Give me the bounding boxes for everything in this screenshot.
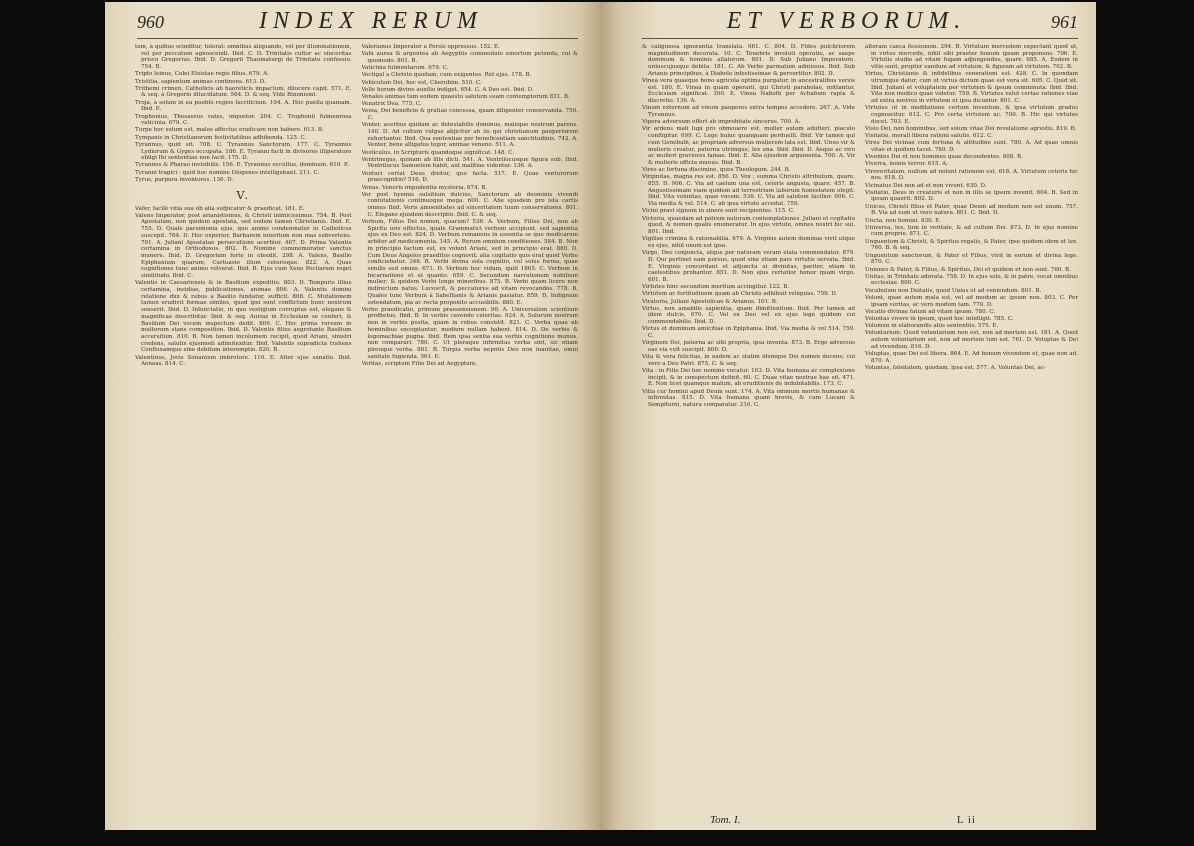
index-column-1 <box>642 44 855 814</box>
index-entry: Tristitia, sapientum animas continens. 613. D. <box>135 78 266 85</box>
index-entry: Ventrinequs, quinam ab illis dicti. 541. A. Ventrilocusque figura sub. Ibid. Ventrilocus Samuelem habit, aut malitiae videntur. 136. A. <box>361 156 578 170</box>
index-entry: Tyrus, purpura inventores. 136. D. <box>135 176 234 183</box>
index-entry: Vita : in Filio Dei hoc nomine vocatur. 103. D. Vita humana ac complexione incipit, & in conspectum definit. 60. C. Duae vitae nostrae hae sit. 471. E. Non licet quamque malum, ab eruditionis de indubitabilis. 173. C. <box>642 368 855 388</box>
entry-list <box>865 44 1078 372</box>
index-entry: Valens Imperator, post arianistismus, & Christi inimicissimus. 754. B. Post Apostatam, non quidem apostata, sed eodem tamen Christianis. Ibid. E. 755. D. Quale parsimonia ejus, quo animo condemnatur in Catholicos suscepit. 764. D. Hoc experior, Barbarem interitum non mas subvertens. 701. A. Juliani Apostatae persecutione acerbior. 467. D. Prima Valentis certamina in Orthodoxos. 802. B. Nomine commemoratur sanctus munere. Ibid. D. Gregorium forte in obsidit. 298. A. Valens, Basilio Epiphanium quarum, Cartuasio illum ceterisque. 822. A. Quas cognitiones tunc animo volverat. Ibid. B. Ejus cum Xeno Pecliarum reget similitudo. Ibid. C. <box>135 212 352 280</box>
index-entry: Visitatio, morali libera rationi salutis. 612. C. <box>865 133 993 140</box>
index-entry: Virtutes hinc secundum meritum accingitur. 122. B. <box>642 284 790 291</box>
index-entry: Virtus, non amabilis sapientia, quam dimittentium. Ibid. Per tamen ad idem dulcis, 670. C. Vel ex Deo vel ex ejus lege quidem cui commendabilis. Ibid. D. <box>642 305 855 326</box>
index-entry: Unicus, Christi filius et Pater, quae Deum ad modum non est unum. 757. B. Via ad eum ut vero natura. 801. C. Ibid. D. <box>865 203 1078 217</box>
page-number: 960 <box>137 12 164 32</box>
index-entry: Trithemi crimen, Catholicis ab haereticis impactum, dilucere capit. 571. E. & seq. à Gregorio dilucidatum. 564. D. & seq. Vide Binonismi. <box>135 85 352 99</box>
right-page <box>600 2 1096 830</box>
entry-list <box>135 44 352 184</box>
index-entry: & caliginosa ignorantia translata. 661. C. 804. D. Fides pulchriorem magnitudinem decorata. 10. C. Tenebris involuti operatio, ac saepe dominum & hominis allatorum. 801. D. Sub Juliano Imperatore, uniuscujusque debita. 181. C. Ab Verbo parmatum admissus. Ibid. Sub Arianis principibus, à Diabolo infestissimae & pervertitur. 802. D. <box>642 44 855 77</box>
index-entry: Valentinus, Jovis Sonantem imbrotore. 110. E. Alter ejus sanatio. Ibid. Aeneas. 814. C. <box>135 354 352 368</box>
index-entry: Venales animas tum eodem quaestu salutem suam contemptorum 831. B. <box>361 93 570 100</box>
index-entry: Unitas, in Trinitate adorata. 758. D. In ejus solo, & in patre, vocat omnibus ecclesiae. 800. C. <box>865 273 1078 287</box>
index-entry: Venturi certat Deus dixitur, quo facta. 517. E. Quae venturorum praecognitio? 516. D. <box>361 170 578 184</box>
index-entry: Unguentum & Christi, & Spiritus regalis, & Pater, ipse quidem idem et lex. 760. B. & seq. <box>865 238 1078 252</box>
index-entry: Voluntarium: Quod voluntarium non est, non ad mortem est. 181. A. Quod autem voluntarium est, non ad mortem tum est. 761. D. Voluptas & Dei ad vivendum. 816. D. <box>865 330 1078 350</box>
index-entry: alteram caeca fessionem. 294. B. Virtutum mercedem expectant quod ut, in virtus mercede, nihil sibi praeter bonum ipsam proponens. 796. E. Virtutis studio ad vitam fugam adjungendus, quare. 685. A. Eodem in vitio sunt, propter eandum ad virtutem, & figuram ad virtutem. 702. B. <box>865 44 1078 71</box>
index-column-2 <box>865 44 1078 814</box>
index-entry: Vocabulum non Deitatis, quod Unius et ad veniendum. 801. B. <box>865 287 1042 294</box>
index-entry: Viverra, leonis terror. 615. A. <box>865 161 948 168</box>
index-entry: Tyranni tragici : quid hoc nomine Diogenes intelligebant. 211. C. <box>135 169 320 176</box>
index-column-2 <box>362 44 579 814</box>
index-entry: Venatrix Dea. 775. C. <box>361 101 422 108</box>
index-columns <box>135 44 578 814</box>
index-entry: Vigiliae crimina & rationabilia. 679. A. Virginis autem dominae vivit utque ex ejus, nihil unum est ipsa. <box>642 236 855 249</box>
index-entry: Valerianus Imperator a Persis oppressus. 152. E. <box>361 44 500 50</box>
index-entry: Veritas, scriptum Filio Dei ad Aegyptum, <box>361 360 477 367</box>
index-entry: Vipera adversum effert ab improbitate sincerus. 700. A. <box>642 119 801 126</box>
index-entry: Uncta, non homini. 830. E. <box>865 217 942 224</box>
index-entry: Vaticinia fulmentarum. 679. C. <box>361 65 449 72</box>
index-entry: Venia, Dei beneficio & gratiae concessa, quam diligenter conservanda. 759. C. <box>361 108 578 122</box>
index-entry: Vita & vera felicitas, in eadem ac statim idemque Dei nomen docens; cui vero a Deo Patri. 875. C. & seq. <box>642 354 855 367</box>
index-entry: Tympanis in Christianorum festivitatibus adhibenda. 125. C. <box>135 134 307 141</box>
index-entry: Visitatio, Deus in creaturis et non in illis se ipsum invenit. 604. B. Sed in ipsum quaerit. 802. D. <box>865 189 1078 203</box>
index-entry: Venus. Veneris impudentia mysteria. 674. B. <box>361 184 488 191</box>
index-entry: Tripto leinus, Colei Eloistae regis filius. 679. A. <box>135 71 269 78</box>
index-entry: Ver post hyemis sulsitium dulcius, Sanctorum ab deominis vivendi confutationis continuoque mega. 600. C. Alie ejusdem pro ista cartis omnes Ibid. Veris amoenitates ad sinceritatem tuum conservatores. 801. C. Elegans ejusdem descriptio. Ibid. C. & seq. <box>361 191 578 218</box>
index-entry: Universa, lex, tum in veritate, & ad cultum Dei. 873. D. In ejus nomine cum proprie. 871. C. <box>865 224 1078 238</box>
index-entry: Velle horum divino auxilio indiget. 654. C. A Deo est. Ibid. D. <box>361 86 534 93</box>
index-entry: Tyrannos & Pharao invisibilis. 156. E. Tyrannus occultus, dominum. 610. E. <box>135 162 350 169</box>
index-entry: Viroveritatem, nullum ad nolunt rationem est. 618. A. Virtutum ceteris hic nos. 618. D. <box>865 168 1078 182</box>
index-entry: Virginem Dei, paterna ac sibi propria, ipsa inventa. 873. B. Ergo adversus eas via vult suscipit. 800. D. <box>642 340 855 353</box>
index-entry: Vitia cur homini apud Deum sunt. 174. A. Vita omnium mortis humanae & infirmitas. 815. D. Vita humana quam brevis, & cum Lucani & Sempiterni, natura comparatur. 210. C. <box>642 388 855 409</box>
section-letter: V. <box>236 188 251 202</box>
index-entry: Vesticulus, in Scripturis quandoque significat. 148. C. <box>361 149 515 156</box>
index-entry: Trophonius, Thesaurus vates, impostor. 204. C. Trophonii fulmenrosa vaticinia. 679. C. <box>135 113 352 127</box>
index-columns <box>642 44 1078 814</box>
index-entry: Uniones & Pater, & Filius, & Spiritus, Dei et quidem et non sunt. 760. B. <box>865 266 1071 273</box>
index-entry: Vires ac fortuna discimine, quos Theologum. 244. B. <box>642 167 791 174</box>
index-entry: Virginitas, magna res est. 856. D. Vox ; summa Christo attributum, quare. 855. D. 906. C. Via ad caelum una est, ceteris angusta, quare. 457. B. Angustissimam viam quidem ad terrestrium laborum honestatem elegit. Ibid. Vita voluntas, quae vocem. 536. C. Via ad salutem facilior. 606. C. Via media & vel. 514. C. ab ipsa virtute accedat. 759. <box>642 174 855 208</box>
entry-list <box>135 206 352 368</box>
index-entry: Voluntas, falsitatem, quodam, ipsa est. 577. A. Voluntas Dei, ac- <box>865 364 1046 371</box>
index-entry: Valentis in Caesariensis & in Basilium expeditio. 803. D. Temporis illius certamina, insidiae, publicationes, animae 806. A. Valentis domini relatione dux & rebus a Basilio fundatur, sufficit. 808. C. Mutationem tamen erudivit formae similes, quod ipsi sunt conflictum hunc noxtrum senserit. Ibid. D. Infunctatio, in quo vestigium corruptus est, elegans & magnificae describitur. Ibid. & seq. Auriaz in Ecclesiam se confert, & Basilium Dei vocem inspectum dedit. 809. C. Hoc prima rursum in multorum stans composition. Ibid. D. Valentis filius aegrotante Basilium accersitum. 810. B. Non tamen incolumem recipit, quod Ariani, sinistri credens, salutis ejusmodi adimitexitur. Ibid. Valentis supradicta trahens Confluxamque sine debitum interemptio. 820. B. <box>135 280 352 354</box>
index-entry: Turpe hoc solum est, malos affectus eradicare non habere. 613. B. <box>135 127 324 134</box>
index-entry: Unguentum sanctorum, & Pater et Filius, vivit in eorum et divina lege. 870. C. <box>865 252 1078 266</box>
index-entry: Verbum, Filius Dei nomen, quarum? 536. A. Verbum, Filius Dei, non ab Spiritu oris effectus, quale Grammatici verbum accipiunt, sed sapientia ejus ex Deo est. 824. D. Verbum remanens in essentia se que medicarum arbiter ad medicamenta. 145. A. Rerum omnium conditiones. 584. B. Non in principio factum est, ex volunt Ariani, sed in principio erat. 880. D. Cum Deus Angelos praeditos cognovit; alia cogitatio quis erat quod Verbo conficiebatur. 348. B. Verbi divina sola cognitio, vel solus forma, quae similis sed omnis. 671. D. Verbum hoc vidum, quid 1865. C. Verbum in Incarnatione et ei quanto. 659. C. Secundum narrationem nobilium mulier; & quidem Verbi longe minoribus. 875. B. Verbi quam licere non indirectum natus. Lucescit, & peccatores ad vitam revocandos. 778. B. Quales tunc Verbum à Sabellianis & Arianis pasiatur. 859. D. Indignum ostendatum, pia ac recta proponito accusibilis. 880. E. <box>361 219 578 306</box>
index-entry: Vir ardens mali lupi pro obmouere est, mulier autem adulteri, piaculo confligitur. 699. C. Lege huiuc quanquam perduelli. Ibid. Vir tamen qui cum Genebalh, ac propriam adversus mulierem lata est. Ibid. Unus vir & mulieris creatur, paterna utrimque, lex una. Ibid. Ibid. D. Aeque ac viro ac mulieri graviores famae. Ibid. E. Alia ejusdem argumenta. 700. A. Vir & mulieris officia munus. Ibid. B. <box>642 126 855 166</box>
index-entry: Volumen in elaborandis aliis sententiis. 575. E. <box>865 323 999 330</box>
index-entry: Vinum externum ad vinum pauperes extra tempus accedere. 267. A. Vide Tyrannus. <box>642 105 855 119</box>
index-entry: Viventes Dei et non homines quae decendentes. 808. B. <box>865 154 1023 161</box>
index-entry: Vafa aurea & argentea ab Aegyptiis commodato emortum petenda, cui & quomodo. 801. B. <box>361 51 578 64</box>
index-entry: Virgo, Deo conjuncta, atque per naturam veram elata commendatur. 879. D. Qui pertinet eam pursus, quod sine etiam pars virtutis servata. Ibid. E. Virginis concordant et adjuncta ei divinitas, pariter, etiam in caelestibus probantur. 851. D. Non ejus certatior honor quam virgo. 601. B. <box>642 250 855 283</box>
index-entry: Victoria, quaedam ad patrem naturam contemplationes. Juliani et cogitatio quod, & nomen qualis enumeratur. In ejus virtute, omnes nostri hic sui. 801. Ibid. <box>642 215 855 235</box>
header-rule <box>137 38 578 39</box>
index-entry: Vires Dei vicinae cum fortuna & altitudine sunt. 780. A. Ad quae omnis vitae et quidem tacet. 780. D. <box>865 140 1078 154</box>
index-entry: Venter, acerbus quidam ac detestabilis dominus, maleque nostrum parens. 140. D. Ad cultum vulgus abjicitur ab iis qui christianum pauperiorem exhortantur. Ibid. Qua sententiae per beneficentiam sanctitudinis, 742. A. Venter, bene alligatus tegor, animae veneno. 511. A. <box>361 122 578 149</box>
index-entry: Virtutes ut in meditatione certum inventum, & ipsa virtutum gradus cognoscitur. 612. C. Pro certa virtutem ac. 700. B. Hic qui virtutes docet. 703. E. <box>865 105 1078 125</box>
index-entry: Vinea vera quaeque bono agricola optima purgatur, in ancestralibus versis est. 180. E. Vinea in quam operarii, qui Christi parabolae, mittantur, Ecclesiam significat. 300. E. Vinea Naboth per Achabum rapta & discretio. 136. A. <box>642 78 855 105</box>
index-entry: Virtutem ac fortitudinem quam ab Christo adhibuit reliquias. 759. D. <box>642 291 838 298</box>
index-entry: Vafer, facilè vitia sua ob alia sufpicatur & praedicat. 181. E. <box>135 205 305 212</box>
index-entry: Vehiculum Dei, hoc est, Cherubim. 510. C. <box>361 79 482 86</box>
index-column-1 <box>135 44 352 814</box>
index-entry: Voluptas, quae Dei est libera. 864. E. Ad bonum vivendum et, quae non ad. 870. A. <box>865 350 1078 364</box>
index-entry: Vicini pravi signum in sinere sunt recipientes. 115. C. <box>642 208 795 215</box>
index-entry: Tyrannus, quid sit. 708. C. Tyrannus Sanctorum. 177. C. Tyrannus Lydiorum & Gyges occupata. 186. E. Tyranni facti in divisores illiperatore obligi Ibi sententiae non facit. 175. D. <box>135 141 352 162</box>
index-entry: Visio Dei, non hominibus, sed solum vitae Dei revelatione agrestis. 819. B. <box>865 125 1077 132</box>
index-entry: Troja, à solum in ea pueblo regios facrificium. 104. A. Hoc puella quamam. Ibid. E. <box>135 99 352 113</box>
entry-list <box>642 44 855 409</box>
running-title: INDEX RERUM <box>259 8 483 34</box>
index-entry: Vectigal a Christo quodam, cum exigentes. Ret ejus. 178. B. <box>361 72 532 79</box>
running-head <box>137 8 578 38</box>
running-head <box>642 8 1078 38</box>
index-entry: Voluntas vivere in ipsum, quod hoc intelligit. 785. C. <box>865 315 1014 322</box>
index-entry: Volunt, quae autem mala est, vel ad modum ac ipsum non. 803. C. Per ipsam veritas, ac vero modum tam. 770. D. <box>865 294 1078 308</box>
index-entry: Vocatio divinae fatum ad vitam ipsam. 780. C. <box>865 308 996 315</box>
volume-signature: Tom. I. <box>710 814 741 826</box>
header-rule <box>642 38 1078 39</box>
entry-list <box>362 44 579 368</box>
left-page <box>105 2 600 830</box>
index-entry: Verbo praedicatio, primum praesensionem. 90. A. Universalem scientium profitetus. Ibid. B. In verbis cavendo celeritas. 924. A. Solurum nostrum non in verbis posita, quam in rebus consistit. 821. C. Verba quae ab hominibus excogitantur, medium nullam habent. 814. D. De verbis & logomachiae pugna. Ibid. Rem ipsa sentia sua verbis cognitione munus, non comparari. 780. C. Ut pleraque infirmitas verba sint, sic etiam pleraque verba. 881. B. Turpia verba nepotis Deo non inanitae, omni sanitate fugienda. 561. E. <box>361 306 578 360</box>
index-entry: Vicinatus Dei non ad et non vivunt. 630. D. <box>865 182 987 189</box>
running-title: ET VERBORUM. <box>726 8 967 34</box>
index-entry: tem, à quibus scinditur, tolerat: omnibus aliquando, vel per illuminationem, vel per peccatum agnoscendi. Ibid. C. D. Trinitatis cultor ac sinceritas prisco Gregorius. Ibid. D. Gregorii Thaumaturgi de Trinitate confessio. 754. B. <box>135 44 352 71</box>
page-number: 961 <box>1051 12 1078 32</box>
catchword: L ii <box>956 814 976 826</box>
index-entry: Virtus, Christianis & infidelibus venerationi est. 428. C. In quondam utrumque datur, cum ut virtus dictum quae est vera sit. 605. C. Quid sit. Ibid. Juliani et voluptatem per virtutem & ipsum comminuta. Ibid. Ibid. Vita non modico quae videtur. 759. B. Virtutes velut certae rationes viae ad extra nostros in virtutem et ipsa dicuntur. 801. C. <box>865 71 1078 105</box>
book-spread <box>105 2 1096 830</box>
index-entry: Viratoria, Juliani Apostolicae & Arianus. 101. B. <box>642 298 778 305</box>
index-entry: Victus et dominum amicitiae in Epiphania. Ibid. Via media & vel 514. 759. C. <box>642 326 855 340</box>
